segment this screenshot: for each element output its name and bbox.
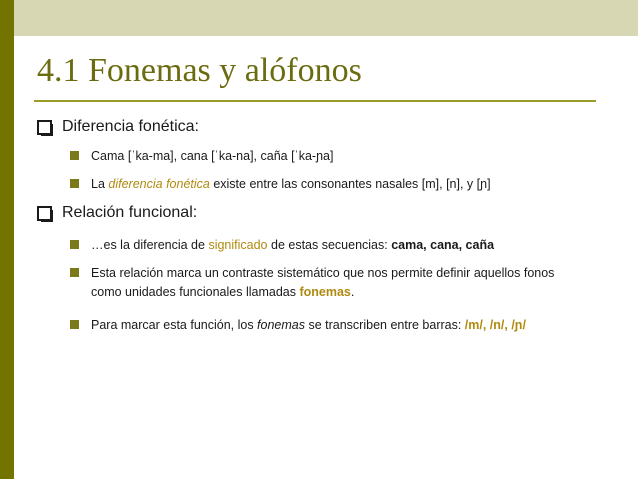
section-heading-row: [37, 203, 197, 223]
square-bullet-icon: [70, 268, 79, 277]
item-text: …es la diferencia de: [91, 238, 209, 252]
list-item-text: [91, 264, 586, 302]
checkbox-bullet-icon: [37, 120, 52, 135]
list-item: [70, 316, 586, 335]
list-item-text: [91, 236, 586, 255]
square-bullet-icon: [70, 240, 79, 249]
item-text: de estas secuencias:: [267, 238, 392, 252]
bold-term: cama, cana, caña: [391, 238, 495, 252]
section-heading-row: [37, 117, 199, 137]
list-item: [70, 175, 586, 194]
item-text: Para marcar esta función, los: [91, 318, 258, 332]
phoneme-list: /m/, /n/, /ɲ/: [464, 318, 526, 332]
item-text: Esta relación marca un contraste sistemático que nos permite definir aquellos fonos como unidades funcionales llamadas: [91, 266, 555, 299]
item-text: se transcriben entre barras:: [305, 318, 465, 332]
italic-term: diferencia fonética: [108, 177, 210, 191]
list-item-text: [91, 175, 586, 194]
square-bullet-icon: [70, 151, 79, 160]
checkbox-bullet-icon: [37, 206, 52, 221]
square-bullet-icon: [70, 179, 79, 188]
item-text: existe entre las consonantes nasales [m], [n], y [ɲ]: [209, 177, 491, 191]
slide-title: 4.1 Fonemas y alófonos: [37, 52, 362, 89]
list-item-text: [91, 316, 586, 335]
highlight-term: fonemas: [299, 285, 351, 299]
section-heading: Diferencia fonética:: [62, 118, 199, 135]
item-text: La: [91, 177, 109, 191]
list-item: [70, 147, 586, 166]
left-accent-bar: [0, 0, 14, 479]
italic-term: fonemas: [257, 318, 305, 332]
list-item-text: [91, 147, 586, 166]
item-text: Cama [ˈka-ma], cana [ˈka-na], caña [ˈka-ɲa]: [91, 149, 334, 163]
title-underline: [34, 100, 596, 102]
square-bullet-icon: [70, 320, 79, 329]
highlight-term: significado: [208, 238, 268, 252]
list-item: [70, 264, 586, 302]
section-heading: Relación funcional:: [62, 204, 198, 221]
item-text: .: [350, 285, 355, 299]
top-accent-bar: [14, 0, 638, 36]
list-item: [70, 236, 586, 255]
